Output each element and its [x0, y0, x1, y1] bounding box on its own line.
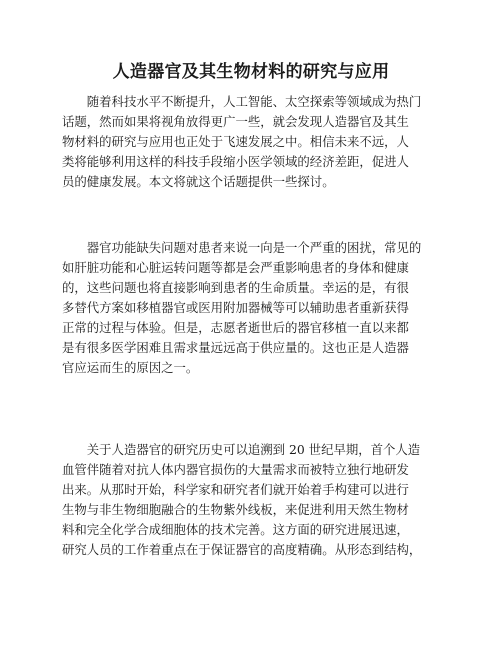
text-line: 是有很多医学困难且需求量远远高于供应量的。这也正是人造器 [62, 340, 409, 355]
document-title: 人造器官及其生物材料的研究与应用 [112, 62, 390, 82]
text-line: 器官功能缺失问题对患者来说一向是一个严重的困扰，常见的 [62, 240, 422, 255]
text-line: 生物与非生物细胞融合的生物紫外线板，来促进利用天然生物材 [62, 502, 409, 517]
text-line: 关于人造器官的研究历史可以追溯到 20 世纪早期，首个人造 [62, 442, 421, 457]
text-line: 的，这些问题也将直接影响到患者的生命质量。幸运的是，有很 [62, 280, 409, 295]
text-line: 正常的过程与体验。但是，志愿者逝世后的器官移植一直以来都 [62, 320, 409, 335]
text-line: 随着科技水平不断提升，人工智能、太空探索等领域成为热门 [62, 94, 422, 109]
paragraph-3 [62, 440, 446, 560]
text-line: 话题，然而如果将视角放得更广一些，就会发现人造器官及其生 [62, 114, 409, 129]
text-line: 如肝脏功能和心脏运转问题等都是会严重影响患者的身体和健康 [62, 260, 409, 275]
text-line: 多替代方案如移植器官或医用附加器械等可以辅助患者重新获得 [62, 300, 409, 315]
text-line: 员的健康发展。本文将就这个话题提供一些探讨。 [62, 174, 335, 189]
text-line: 料和完全化学合成细胞体的技术完善。这方面的研究进展迅速， [62, 522, 409, 537]
text-line: 类将能够利用这样的科技手段缩小医学领域的经济差距，促进人 [62, 154, 409, 169]
text-line: 出来。从那时开始，科学家和研究者们就开始着手构建可以进行 [62, 482, 409, 497]
text-line: 官应运而生的原因之一。 [62, 360, 199, 375]
paragraph-2 [62, 238, 446, 378]
paragraph-1 [62, 92, 446, 192]
text-line: 物材料的研究与应用也正处于飞速发展之中。相信未来不远，人 [62, 134, 409, 149]
text-line: 血管伴随着对抗人体内器官损伤的大量需求而被特立独行地研发 [62, 462, 409, 477]
text-line: 研究人员的工作着重点在于保证器官的高度精确。从形态到结构， [62, 542, 422, 557]
